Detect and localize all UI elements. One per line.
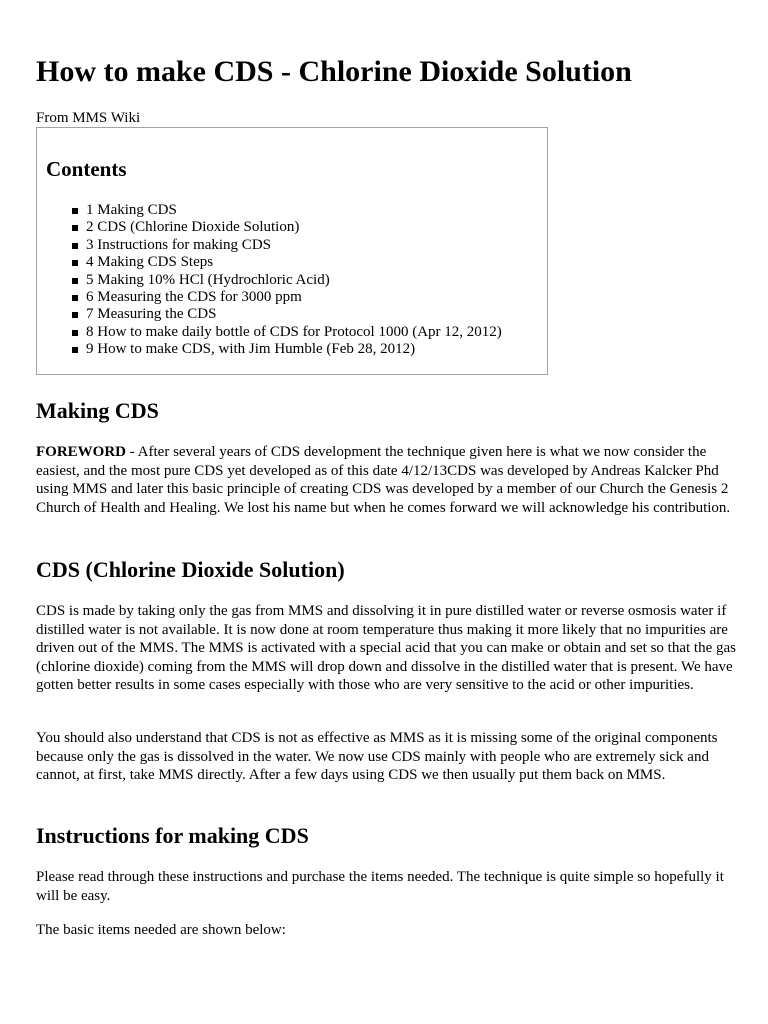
bullet-icon xyxy=(72,225,78,231)
toc-item-jim-humble[interactable] xyxy=(72,341,502,358)
bullet-icon xyxy=(72,208,78,214)
toc-item-cds-solution[interactable] xyxy=(72,219,502,236)
toc-item-label[interactable]: 5 Making 10% HCl (Hydrochloric Acid) xyxy=(86,271,330,288)
cds-paragraph-1: CDS is made by taking only the gas from MMS and dissolving it in pure distilled water or reverse osmosis water if distilled water is not available. It is now done at room temperature thus making it more likely that no impurities are driven out of the MMS. The MMS is activated with a special acid that you can make or obtain and set so that the gas (chlorine dioxide) coming from the MMS will drop down and dissolve in the distilled water that is present. We have gotten better results in some cases especially with those who are very sensitive to the acid or other impurities. xyxy=(36,603,736,694)
bullet-icon xyxy=(72,243,78,249)
foreword-label: FOREWORD xyxy=(36,444,126,460)
toc-item-hcl[interactable] xyxy=(72,272,502,289)
bullet-icon xyxy=(72,295,78,301)
toc-item-making-cds[interactable] xyxy=(72,202,502,219)
toc-item-label[interactable]: 1 Making CDS xyxy=(86,202,177,218)
toc-item-label[interactable]: 3 Instructions for making CDS xyxy=(86,236,271,253)
toc-item-protocol-1000[interactable] xyxy=(72,324,502,341)
toc-list xyxy=(72,202,502,359)
toc-item-label[interactable]: 6 Measuring the CDS for 3000 ppm xyxy=(86,289,302,306)
section-heading-making-cds: Making CDS xyxy=(36,398,159,423)
toc-item-measuring-3000[interactable] xyxy=(72,289,502,306)
toc-item-label[interactable]: 2 CDS (Chlorine Dioxide Solution) xyxy=(86,219,300,236)
toc-item-label[interactable]: 9 How to make CDS, with Jim Humble (Feb 28, 2012) xyxy=(86,341,416,358)
bullet-icon xyxy=(72,278,78,284)
page-title: How to make CDS - Chlorine Dioxide Solution xyxy=(36,55,632,88)
table-of-contents xyxy=(36,127,548,375)
bullet-icon xyxy=(72,347,78,353)
instructions-paragraph-2: The basic items needed are shown below: xyxy=(36,922,286,938)
toc-heading: Contents xyxy=(46,157,127,181)
toc-item-measuring[interactable] xyxy=(72,306,502,323)
toc-item-instructions[interactable] xyxy=(72,237,502,254)
instructions-paragraph-1: Please read through these instructions and purchase the items needed. The technique is quite simple so hopefully it will be easy. xyxy=(36,869,724,904)
section-heading-instructions: Instructions for making CDS xyxy=(36,823,309,848)
toc-item-label[interactable]: 4 Making CDS Steps xyxy=(86,254,214,271)
site-subtitle: From MMS Wiki xyxy=(36,110,141,126)
bullet-icon xyxy=(72,312,78,318)
section-heading-cds-solution: CDS (Chlorine Dioxide Solution) xyxy=(36,557,345,582)
foreword-paragraph xyxy=(36,443,736,517)
bullet-icon xyxy=(72,260,78,266)
bullet-icon xyxy=(72,330,78,336)
toc-item-label[interactable]: 7 Measuring the CDS xyxy=(86,306,217,323)
foreword-text: - After several years of CDS development the technique given here is what we now consider the easiest, and the most pure CDS yet developed as of this date 4/12/13CDS was developed by Andreas Kalcker Phd using MMS and later this basic principle of creating CDS was developed by a member of our Church the Genesis 2 Church of Health and Healing. We lost his name but when he comes forward we will acknowledge his contribution. xyxy=(36,444,731,516)
article-page xyxy=(36,0,736,938)
toc-item-label[interactable]: 8 How to make daily bottle of CDS for Protocol 1000 (Apr 12, 2012) xyxy=(86,323,502,340)
cds-paragraph-2: You should also understand that CDS is not as effective as MMS as it is missing some of the original components because only the gas is dissolved in the water. We now use CDS mainly with people who are extremely sick and cannot, at first, take MMS directly. After a few days using CDS we then usually put them back on MMS. xyxy=(36,730,718,784)
toc-item-steps[interactable] xyxy=(72,254,502,271)
